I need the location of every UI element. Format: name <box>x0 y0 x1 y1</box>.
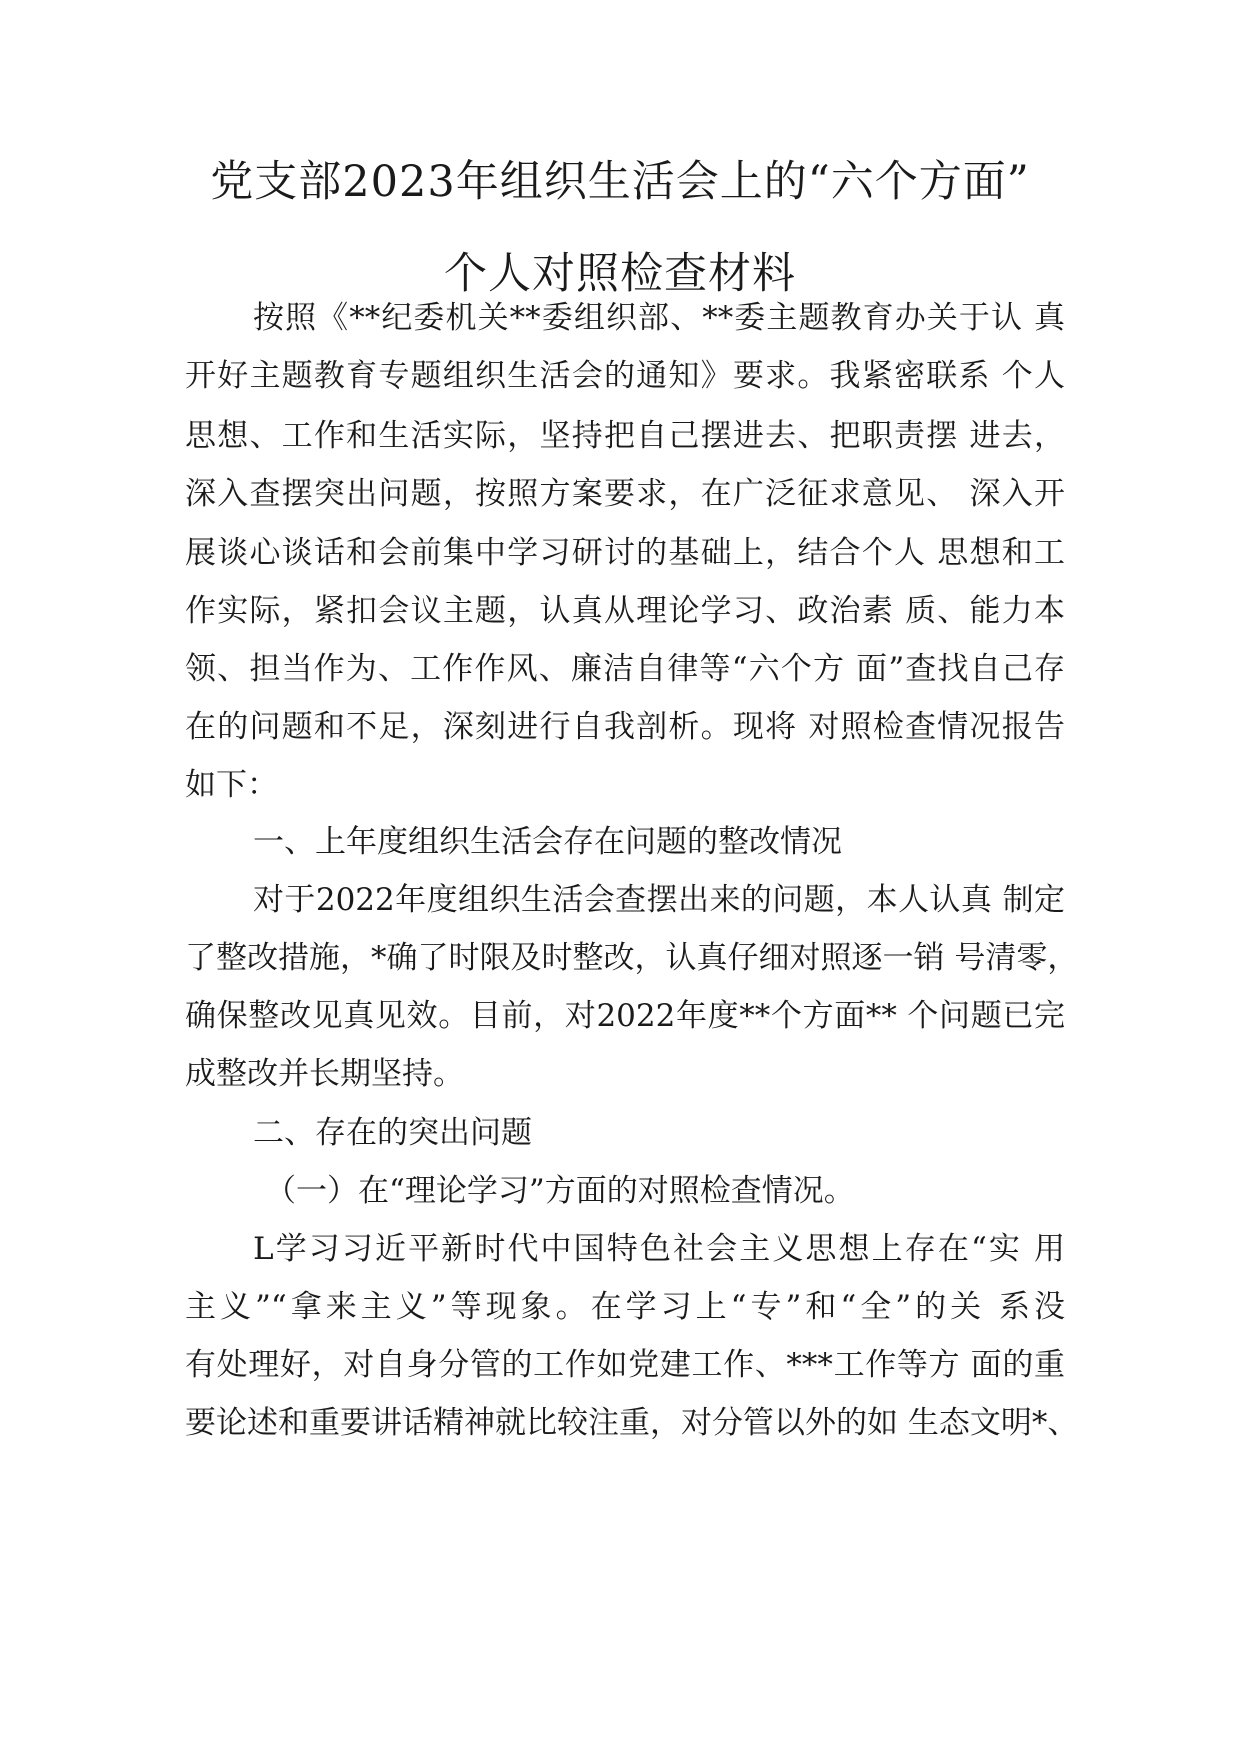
body-line: 领、担当作为、工作作风、廉洁自律等“六个方 面”查找自己存 <box>185 651 1065 687</box>
body-line: 如下： <box>185 767 278 803</box>
body-line: 对于2022年度组织生活会查摆出来的问题，本人认真 制定 <box>253 882 1065 918</box>
body-line: 深入查摆突出问题，按照方案要求，在广泛征求意见、 深入开 <box>185 476 1065 512</box>
body-line: 在的问题和不足，深刻进行自我剖析。现将 对照检查情况报告 <box>185 709 1065 745</box>
body-line: 展谈心谈话和会前集中学习研讨的基础上，结合个人 思想和工 <box>185 535 1065 571</box>
body-line: 按照《**纪委机关**委组织部、**委主题教育办关于认 真 <box>253 300 1065 336</box>
body-line: 作实际，紧扣会议主题，认真从理论学习、政治素 质、能力本 <box>185 593 1065 629</box>
subsection-heading: （一）在“理论学习”方面的对照检查情况。 <box>265 1173 855 1209</box>
body-line: 成整改并长期坚持。 <box>185 1056 464 1092</box>
section-heading: 一、上年度组织生活会存在问题的整改情况 <box>253 824 842 860</box>
body-line: 了整改措施，*确了时限及时整改，认真仔细对照逐一销 号清零， <box>185 940 1079 976</box>
document-title-line-2: 个人对照检查材料 <box>444 249 796 299</box>
body-line: 要论述和重要讲话精神就比较注重，对分管以外的如 生态文明*、 <box>185 1405 1079 1441</box>
body-line: 确保整改见真见效。目前，对2022年度**个方面** 个问题已完 <box>185 998 1065 1034</box>
document-title-line-1: 党支部2023年组织生活会上的“六个方面” <box>210 157 1030 207</box>
body-line: 思想、工作和生活实际，坚持把自己摆进去、把职责摆 进去， <box>185 418 1065 454</box>
body-line: L学习习近平新时代中国特色社会主义思想上存在“实 用 <box>253 1231 1065 1267</box>
body-line: 开好主题教育专题组织生活会的通知》要求。我紧密联系 个人 <box>185 358 1065 394</box>
body-line: 主义”“拿来主义”等现象。在学习上“专”和“全”的关 系没 <box>185 1289 1065 1325</box>
section-heading: 二、存在的突出问题 <box>253 1115 532 1151</box>
body-line: 有处理好，对自身分管的工作如党建工作、***工作等方 面的重 <box>185 1347 1065 1383</box>
